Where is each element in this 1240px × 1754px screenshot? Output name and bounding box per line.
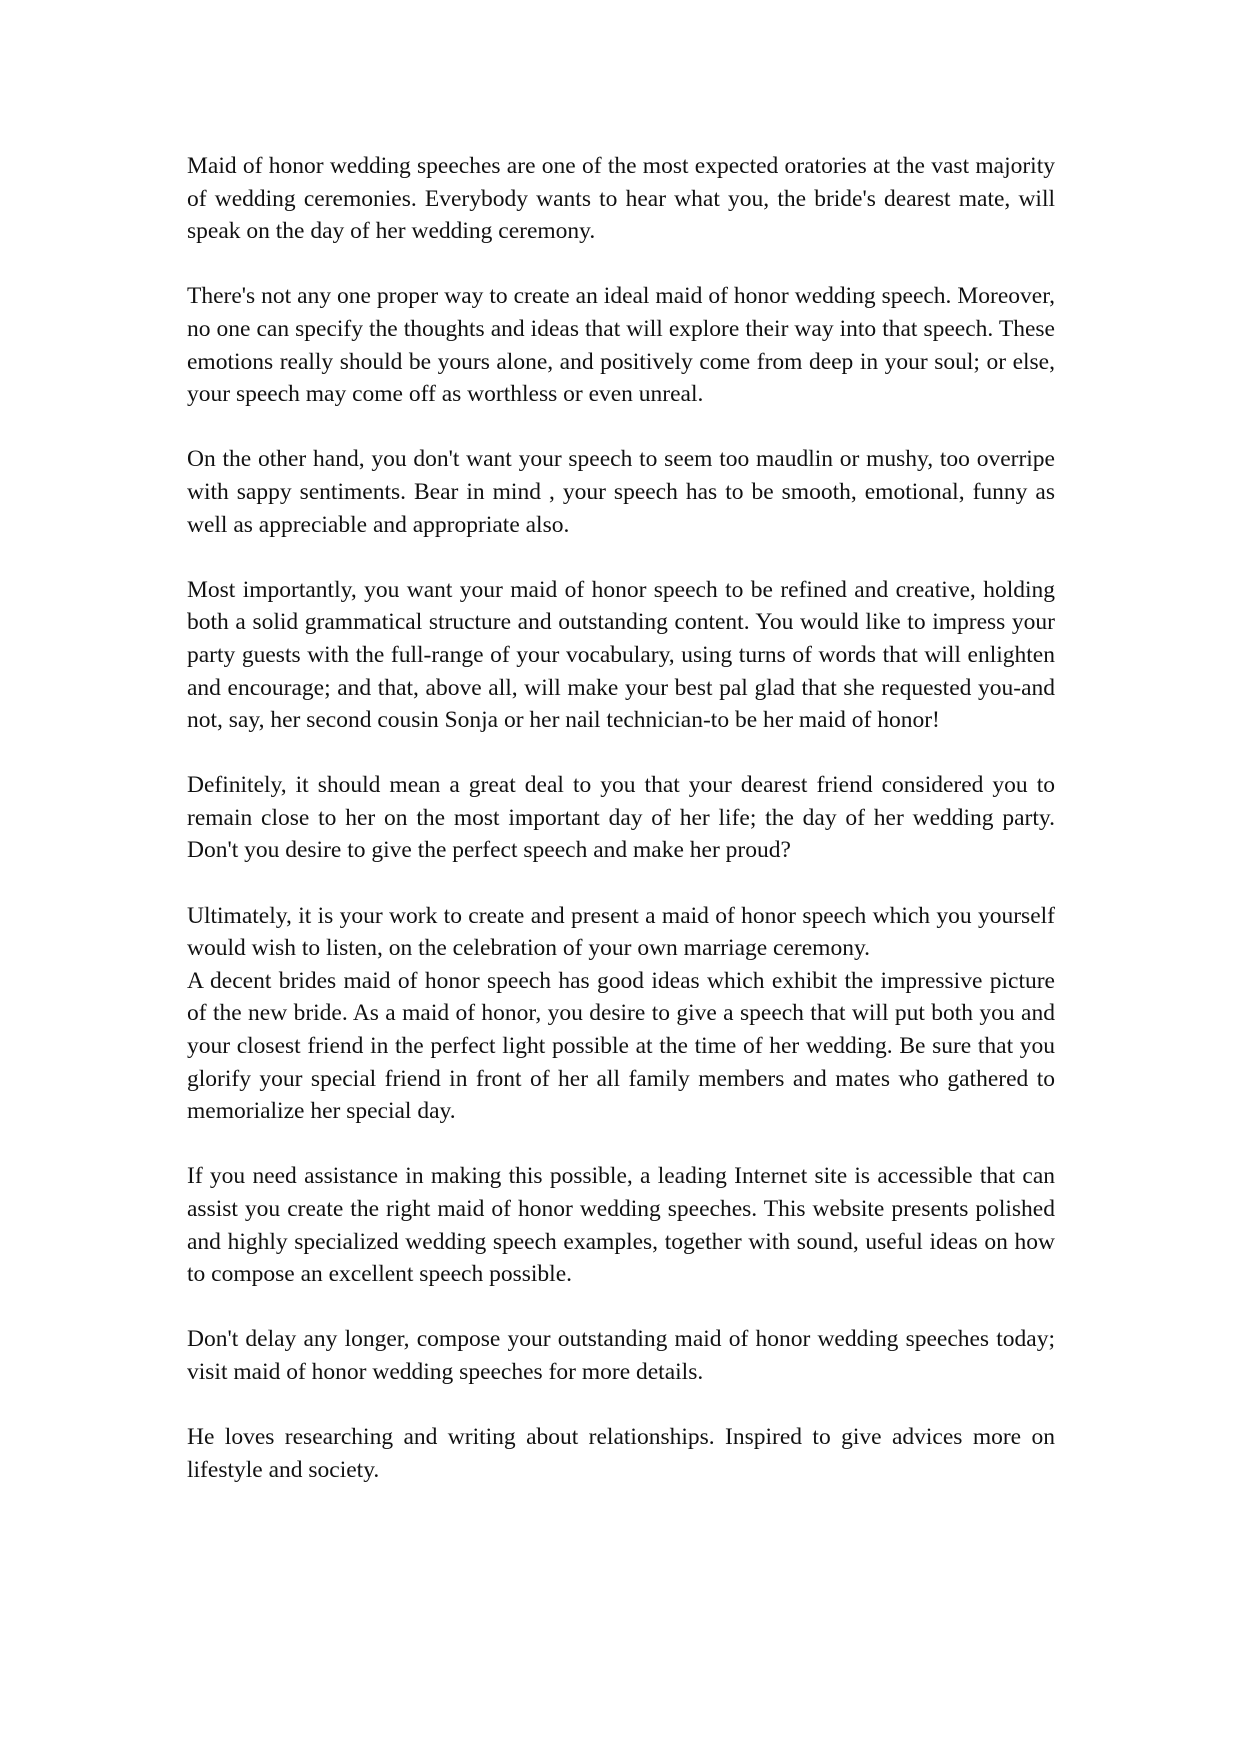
- paragraph-most-importantly: Most importantly, you want your maid of honor speech to be refined and creative, holding both a solid grammatical structure and outstanding content. You would like to impress your party guests with the full-range of your vocabulary, using turns of words that will enlighten and encourage; and that, above all, will make your best pal glad that she requested you-and not, say, her second cousin Sonja or her nail technician-to be her maid of honor!: [187, 576, 1055, 734]
- paragraph-need-assistance: If you need assistance in making this possible, a leading Internet site is accessible that can assist you create the right maid of honor wedding speeches. This website presents polished and highly specialized wedding speech examples, together with sound, useful ideas on how to compose an excellent speech possible.: [187, 1163, 1055, 1288]
- paragraph-other-hand: On the other hand, you don't want your speech to seem too maudlin or mushy, too overripe with sappy sentiments. Bear in mind , your speech has to be smooth, emotional, funny as well as appreciable and appropriate also.: [187, 446, 1055, 538]
- paragraph-intro: Maid of honor wedding speeches are one of the most expected oratories at the vast majority of wedding ceremonies. Everybody wants to hear what you, the bride's dearest mate, will speak on the day of her wedding ceremony.: [187, 153, 1055, 245]
- paragraph-decent-speech: A decent brides maid of honor speech has good ideas which exhibit the impressive picture of the new bride. As a maid of honor, you desire to give a speech that will put both you and your closest friend in the perfect light possible at the time of her wedding. Be sure that you glorify your special friend in front of her all family members and mates who gathered to memorialize her special day.: [187, 967, 1055, 1125]
- document-body: [187, 150, 1055, 1519]
- paragraph-dont-delay: Don't delay any longer, compose your outstanding maid of honor wedding speeches today; visit maid of honor wedding speeches for more details.: [187, 1326, 1055, 1385]
- paragraph-ultimately: Ultimately, it is your work to create and present a maid of honor speech which you yourself would wish to listen, on the celebration of your own marriage ceremony.: [187, 902, 1055, 962]
- paragraph-no-proper-way: There's not any one proper way to create an ideal maid of honor wedding speech. Moreover, no one can specify the thoughts and ideas that will explore their way into that speech. These emotions really should be yours alone, and positively come from deep in your soul; or else, your speech may come off as worthless or even unreal.: [187, 283, 1055, 408]
- paragraph-author-bio: He loves researching and writing about relationships. Inspired to give advices more on lifestyle and society.: [187, 1424, 1055, 1483]
- paragraph-definitely: Definitely, it should mean a great deal to you that your dearest friend considered you to remain close to her on the most important day of her life; the day of her wedding party. Don't you desire to give the perfect speech and make her proud?: [187, 772, 1055, 864]
